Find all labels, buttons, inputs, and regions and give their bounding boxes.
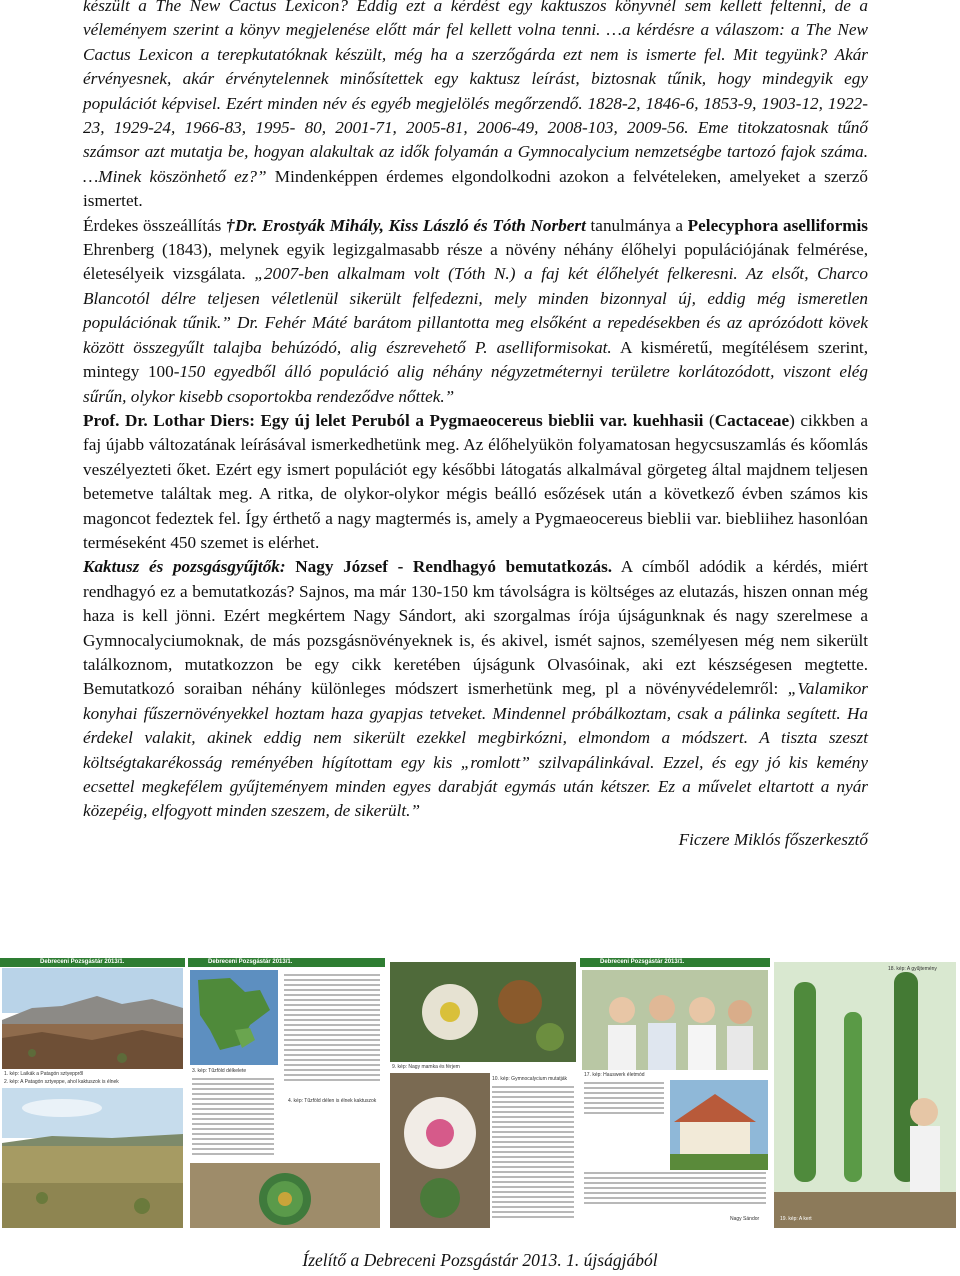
collage-page-3 [388,958,578,1230]
species-name: Pelecyphora aselliformis [687,215,868,235]
text-segment: Ehrenberg (1843), melynek egyik legizgalmasabb része a növény néhány élőhelyi populációjának felmérése, életesélyeik vizsgálata. [83,240,868,284]
house-photo [670,1080,768,1170]
article-text [83,0,868,852]
article-column [584,1082,664,1117]
article-column [584,1172,766,1207]
article-column [492,1086,574,1221]
section-label: Kaktusz és pozsgásgyűjtők: [83,557,286,577]
landscape-photo [2,968,183,1069]
group-photo [582,970,768,1070]
page-header: Debreceni Pozsgástár 2013/1. [208,959,293,965]
lexicon-text: készült a The New Cactus Lexicon? Eddig ezt a kérdést egy kaktuszos könyvnél sem kellett feltenni, de a véleményem szerint a könyv megjelenése előtt már fel kellett volna tenni. …a kérdésre a válaszom: a The New Cactus Lexicon a terepkutatóknak készült, még ha a szerzőgárda ezt nem is ismerte fel. Mit tegyünk? Akár érvényesnek, akár érvénytelennek minősítettek egy kaktusz leírást, biztosnak tűnik, hogy mindegyik egy populációt képvisel. Ezért minden név és egyéb megjelölés megőrzendő. 1828-2, 1846-6, 1853-9, 1903-12, 1922-23, 1929-24, 1966-83, 1995- 80, 2001-71, 2005-81, 2006-49, 2008-103, 2009-56. Eme titokzatosnak tűnő számsor azt mutatja be, hogyan alakultak az idők folyamán a Gymnocalycium nemzetségbe tartozó fajok száma. …Minek köszönhető ez?” [83,0,868,186]
plant-photo [190,1163,380,1228]
page-header: Debreceni Pozsgástár 2013/1. [40,959,125,965]
article-paragraph [83,555,868,823]
photo-caption: 4. kép: Tűzföld délen is élnek kaktuszok [288,1098,377,1104]
collage-page-1 [0,958,185,1230]
quote: „2007-ben alkalmam volt (Tóth N.) a faj két élőhelyét felkeresni. Az elsőt, Charco Blancotól délre teljesen véletlenül sikerült felfedezni, mely minden bizonnyal új, eddig még ismeretlen populációnak tűnik.” Dr. Fehér Máté barátom pillantotta meg elsőként a repedésekben és az aprózódott kövek között összegyűlt talajba behúzódó, alig észrevehető P. aselliformisokat. [83,264,869,357]
article-column [192,1078,274,1158]
magazine-collage [0,958,960,1230]
family-name: Cactaceae [714,410,790,430]
garden-photo [774,962,956,1228]
text-segment: A kisméretű, megítélésem szerint, mintegy 100- [83,337,868,382]
page-header: Debreceni Pozsgástár 2013/1. [600,959,685,965]
text-segment: A címből adódik a kérdés, miért rendhagyó ez a bemutatkozás? Sajnos, ma már 130-150 km távolságra is költséges az elutazás, hiszen onnan még haza is kell jönni. Ezért megkértem Nagy Sándort, aki szorgalmas írója újságunknak és nagy szerelmese a Gymnocalyciumoknak, de más pozsgásnövényeknek is, és akivel, ismét sajnos, személyesen még nem sikerült találkoznom, mutatkozzon be egy cikk keretében újságunk Olvasóinak, aki ezt készségesen megtette. Bemutatkozó soraiban néhány különleges módszert ismerhetünk meg, pl a növényvédelemről: [83,557,868,699]
collage-page-4 [580,958,770,1230]
article-title: Prof. Dr. Lothar Diers: Egy új lelet Peruból a Pygmaeocereus bieblii var. kuehhasii [83,410,704,430]
quote: „Valamikor konyhai fűszernövényekkel hoztam haza gyapjas tetveket. Mindennel próbálkoztam, csak a pálinka segített. Ha érdekel valakit, akinek eddig nem sikerült ezekkel megbirkózni, elmondom a módszert. A tiszta szeszt költségtakarékosság reményében hígítottam egy kis „romlott” szilvapálinkával. Ezzel, és egy jó kis kemény ecsettel megkefélem gyűjteményem minden egyes darabját egymás után kétszer. Ez a művelet eltartott a nyár közepéig, elfogyott minden szeszem, de sikerült.” [83,679,868,821]
text-segment: ) cikkben a faj újabb változatának leírásával ismerkedhetünk meg. Az élőhelyükön folyamatosan hegycsuszamlás és kőomlás veszélyezteti őket. Ezért egy ismert populációt egy későbbi látogatás alkalmával görgeteg által majdnem teljesen betemetve találtak meg. A ritka, de olykor-olykor mégis beálló esőzések után a következő évben számos kis magoncot fedeztek fel. Így érthető a nagy magtermés is, amely a Pygmaeocereus bieblii var. biebliihez hasonlóan terméseként 450 szemet is elérhet. [83,410,868,552]
flower-photo [390,1073,490,1228]
article-title: Nagy József - Rendhagyó bemutatkozás. [285,557,613,577]
landscape-photo [2,1088,183,1228]
authors: †Dr. Erostyák Mihály, Kiss László és Tóth Norbert [225,215,586,235]
photo-caption: 17. kép: Hauswerk életmód [584,1072,645,1078]
text-segment: ( [703,410,715,430]
collage-page-2 [188,958,385,1230]
photo-caption: 19. kép: A kert [780,1216,812,1222]
photo-caption: 2. kép: A Patagón sztyeppe, ahol kaktuszok is élnek [4,1079,119,1085]
map-image [190,970,278,1065]
text-segment: Érdekes összeállítás [83,215,226,235]
photo-caption: 10. kép: Gymnocalycium mutatják [492,1076,568,1082]
text-segment: tanulmánya a [585,215,688,235]
photo-caption: 9. kép: Nagy mamka és férjem [392,1064,460,1070]
quote: 150 egyedből álló populáció alig néhány négyzetméternyi területre korlátozódott, viszont elég sűrűn, olykor kisebb csoportokba rendeződve nőttek.” [83,362,868,406]
article-paragraph [83,0,868,214]
collage-page-5 [772,958,958,1230]
text-segment: Mindenképpen érdemes elgondolkodni azokon a felvételeken, amelyeket a szerző ismertet. [83,166,868,211]
footer-caption: Ízelítő a Debreceni Pozsgástár 2013. 1. újságjából [302,1250,658,1270]
flower-photo [390,962,576,1062]
article-column [284,974,380,1084]
author-signature: Nagy Sándor [730,1216,760,1222]
article-paragraph [83,214,868,409]
article-paragraph [83,409,868,555]
photo-caption: 18. kép: A gyűjtemény [888,966,937,972]
photo-caption: 3. kép: Tűzföld délkelete [192,1068,247,1074]
signature: Ficzere Miklós főszerkesztő [678,829,868,849]
photo-caption: 1. kép: Laikák a Patagón sztyeppről [4,1071,84,1077]
